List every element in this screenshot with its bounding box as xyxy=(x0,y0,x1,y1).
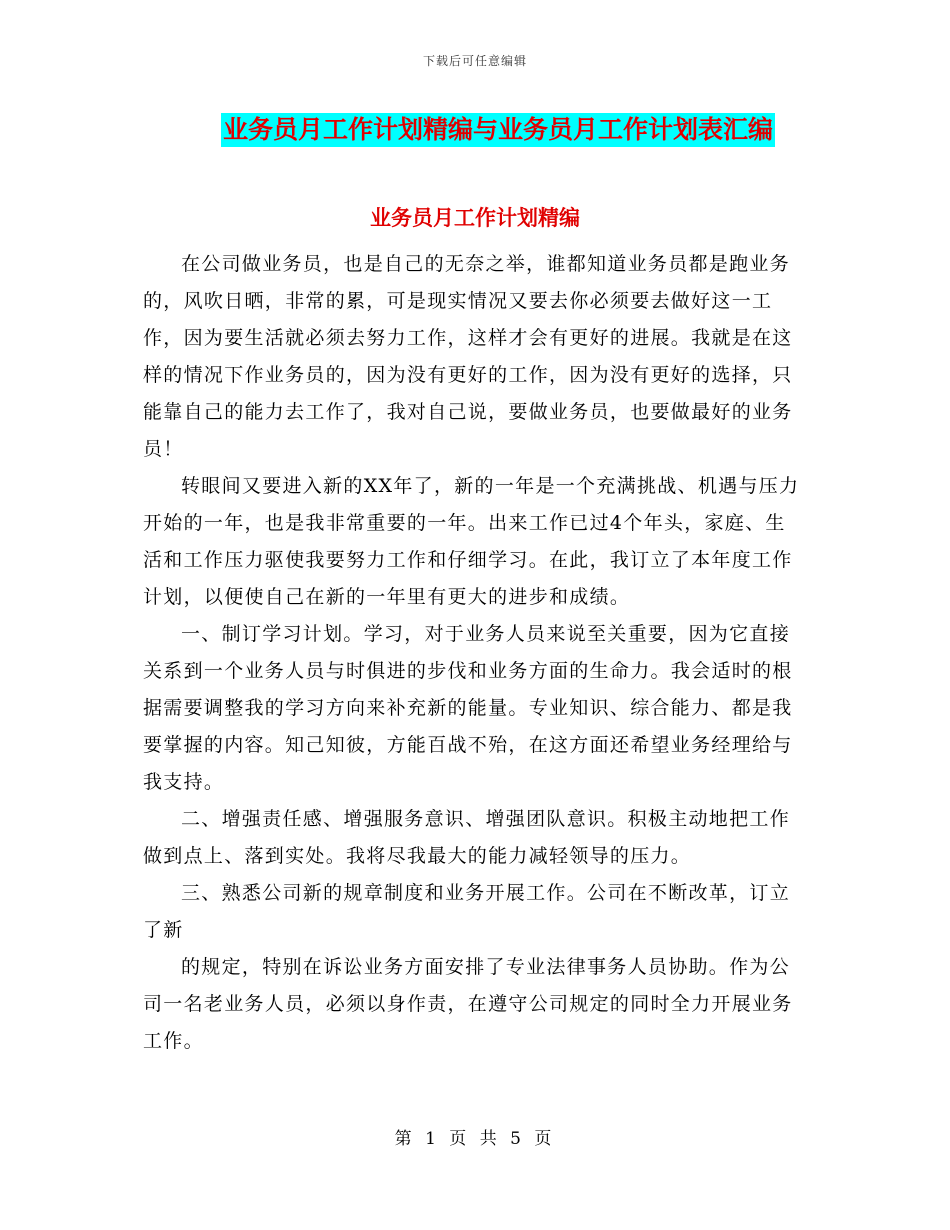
paragraph: 二、增强责任感、增强服务意识、增强团队意识。积极主动地把工作做到点上、落到实处。我将尽我最大的能力减轻领导的压力。 xyxy=(143,808,791,867)
paragraph: 转眼间又要进入新的XX年了，新的一年是一个充满挑战、机遇与压力开始的一年，也是我非常重要的一年。出来工作已过4个年头，家庭、生活和工作压力驱使我要努力工作和仔细学习。在此，我订立了本年度工作计划，以便使自己在新的一年里有更大的进步和成绩。 xyxy=(143,475,800,608)
document-title-container xyxy=(0,113,950,147)
document-body xyxy=(143,246,803,1060)
paragraph: 的规定，特别在诉讼业务方面安排了专业法律事务人员协助。作为公司一名老业务人员，必须以身作责，在遵守公司规定的同时全力开展业务工作。 xyxy=(143,956,793,1052)
paragraph: 三、熟悉公司新的规章制度和业务开展工作。公司在不断改革，订立了新 xyxy=(143,882,791,941)
paragraph: 在公司做业务员，也是自己的无奈之举，谁都知道业务员都是跑业务的，风吹日晒，非常的累，可是现实情况又要去你必须要去做好这一工作，因为要生活就必须去努力工作，这样才会有更好的进展。我就是在这样的情况下作业务员的，因为没有更好的工作，因为没有更好的选择，只能靠自己的能力去工作了，我对自己说，要做业务员，也要做最好的业务员！ xyxy=(143,253,793,460)
page-header-note: 下载后可任意编辑 xyxy=(422,54,527,68)
document-title: 业务员月工作计划精编与业务员月工作计划表汇编 xyxy=(221,113,775,147)
section-title: 业务员月工作计划精编 xyxy=(370,206,580,230)
page-number-footer: 第 1 页 共 5 页 xyxy=(394,1129,556,1149)
paragraph: 一、制订学习计划。学习，对于业务人员来说至关重要，因为它直接关系到一个业务人员与时俱进的步伐和业务方面的生命力。我会适时的根据需要调整我的学习方向来补充新的能量。专业知识、综合能力、都是我要掌握的内容。知己知彼，方能百战不殆，在这方面还希望业务经理给与我支持。 xyxy=(143,623,793,793)
